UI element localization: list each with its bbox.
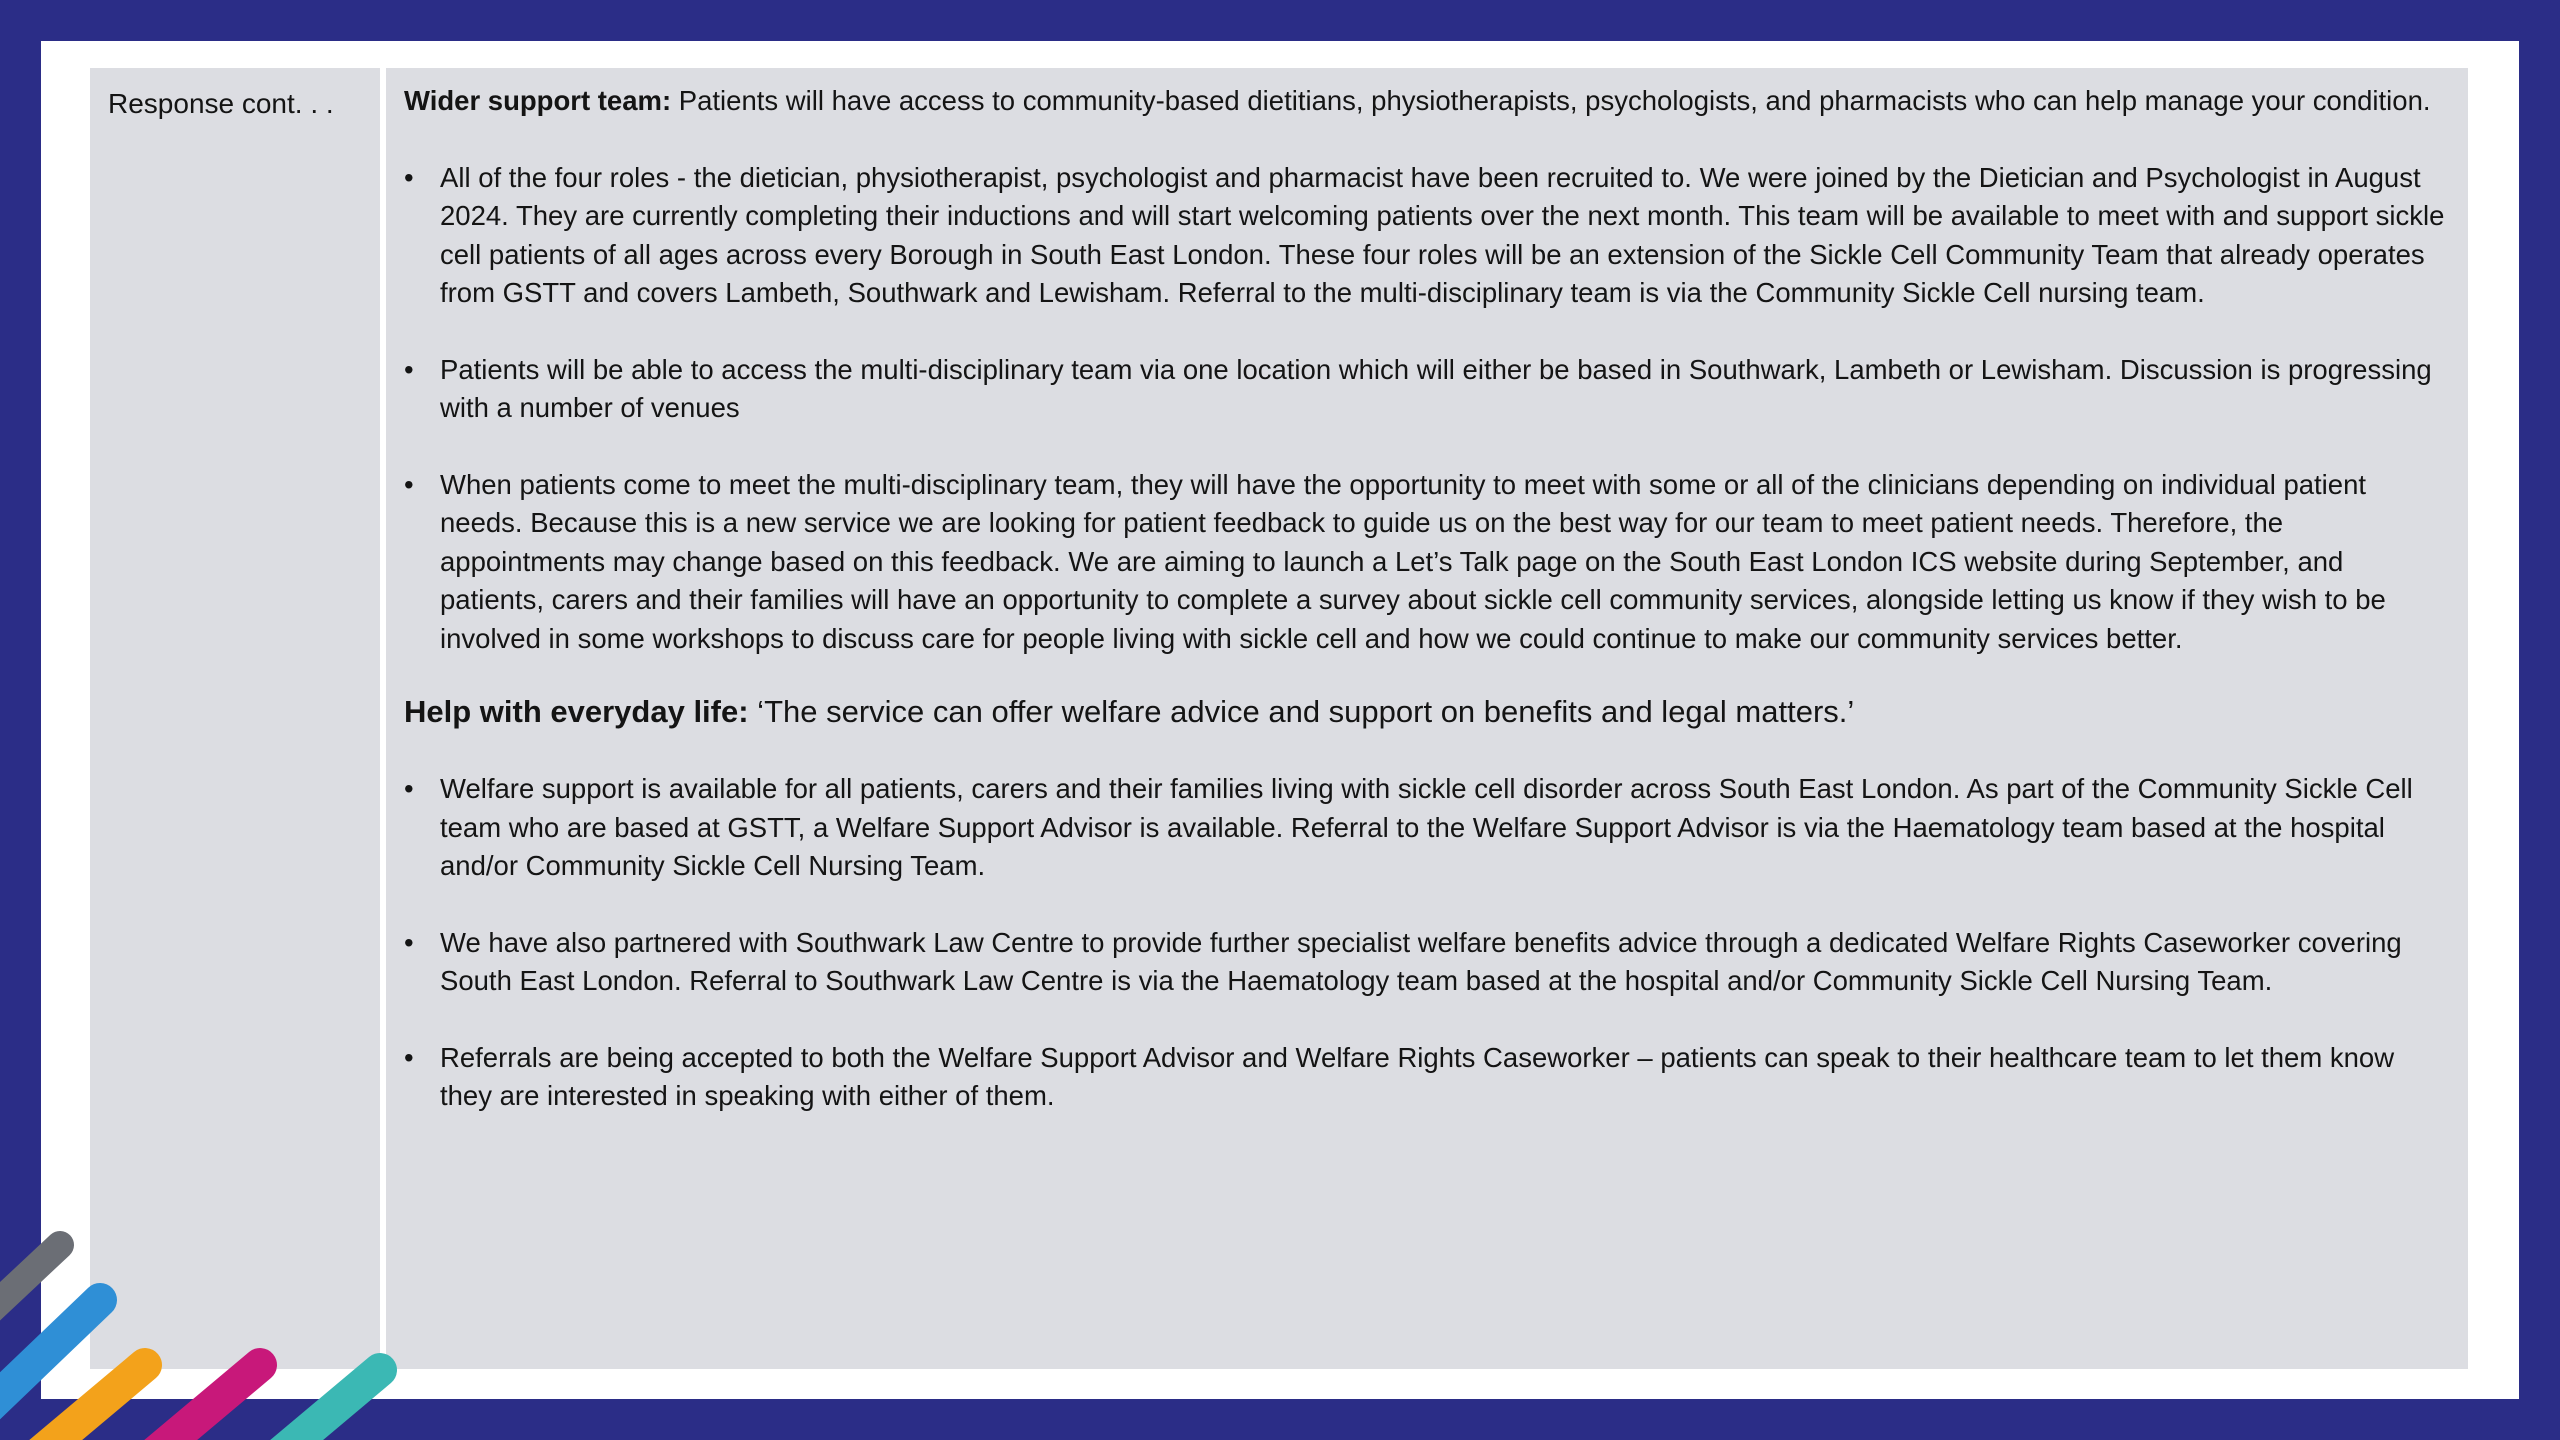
section-heading-wider-support — [404, 82, 2450, 121]
slide-frame — [41, 41, 2519, 1399]
section-intro: ‘The service can offer welfare advice and support on benefits and legal matters.’ — [748, 694, 1855, 729]
list-item: • All of the four roles - the dietician, physiotherapist, psychologist and pharmacist have been recruited to. We were joined by the Dietician and Psychologist in August 2024. They are currently completing their inductions and will start welcoming patients over the next month. This team will be available to meet with and support sickle cell patients of all ages across every Borough in South East London. These four roles will be an extension of the Sickle Cell Community Team that already operates from GSTT and covers Lambeth, Southwark and Lewisham. Referral to the multi-disciplinary team is via the Community Sickle Cell nursing team. — [404, 159, 2450, 313]
row-label: Response cont. . . — [108, 88, 334, 119]
list-item: • Referrals are being accepted to both the Welfare Support Advisor and Welfare Rights Caseworker – patients can speak to their healthcare team to let them know they are interested in speaking with either of them. — [404, 1039, 2450, 1116]
list-item: • When patients come to meet the multi-disciplinary team, they will have the opportunity to meet with some or all of the clinicians depending on individual patient needs. Because this is a new service we are looking for patient feedback to guide us on the best way for our team to meet patient needs. Therefore, the appointments may change based on this feedback. We are aiming to launch a Let’s Talk page on the South East London ICS website during September, and patients, carers and their families will have an opportunity to complete a survey about sickle cell community services, alongside letting us know if they wish to be involved in some workshops to discuss care for people living with sickle cell and how we could continue to make our community services better. — [404, 466, 2450, 659]
list-item: • Welfare support is available for all patients, carers and their families living with sickle cell disorder across South East London. As part of the Community Sickle Cell team who are based at GSTT, a Welfare Support Advisor is available. Referral to the Welfare Support Advisor is via the Haematology team based at the hospital and/or Community Sickle Cell Nursing Team. — [404, 770, 2450, 886]
list-item: • Patients will be able to access the multi-disciplinary team via one location which will either be based in Southwark, Lambeth or Lewisham. Discussion is progressing with a number of venues — [404, 351, 2450, 428]
bullet-list-everyday-life — [404, 770, 2450, 1116]
section-heading-label: Help with everyday life: — [404, 694, 749, 729]
content-cell — [386, 68, 2468, 1369]
bullet-list-wider-support — [404, 159, 2450, 659]
row-label-cell — [90, 68, 380, 1369]
section-heading-everyday-life — [404, 692, 2450, 732]
section-intro: Patients will have access to community-based dietitians, physiotherapists, psychologists, and pharmacists who can help manage your condition. — [671, 85, 2431, 116]
section-heading-label: Wider support team: — [404, 85, 672, 116]
list-item: • We have also partnered with Southwark Law Centre to provide further specialist welfare benefits advice through a dedicated Welfare Rights Caseworker covering South East London. Referral to Southwark Law Centre is via the Haematology team based at the hospital and/or Community Sickle Cell Nursing Team. — [404, 924, 2450, 1001]
content-table — [90, 68, 2468, 1369]
